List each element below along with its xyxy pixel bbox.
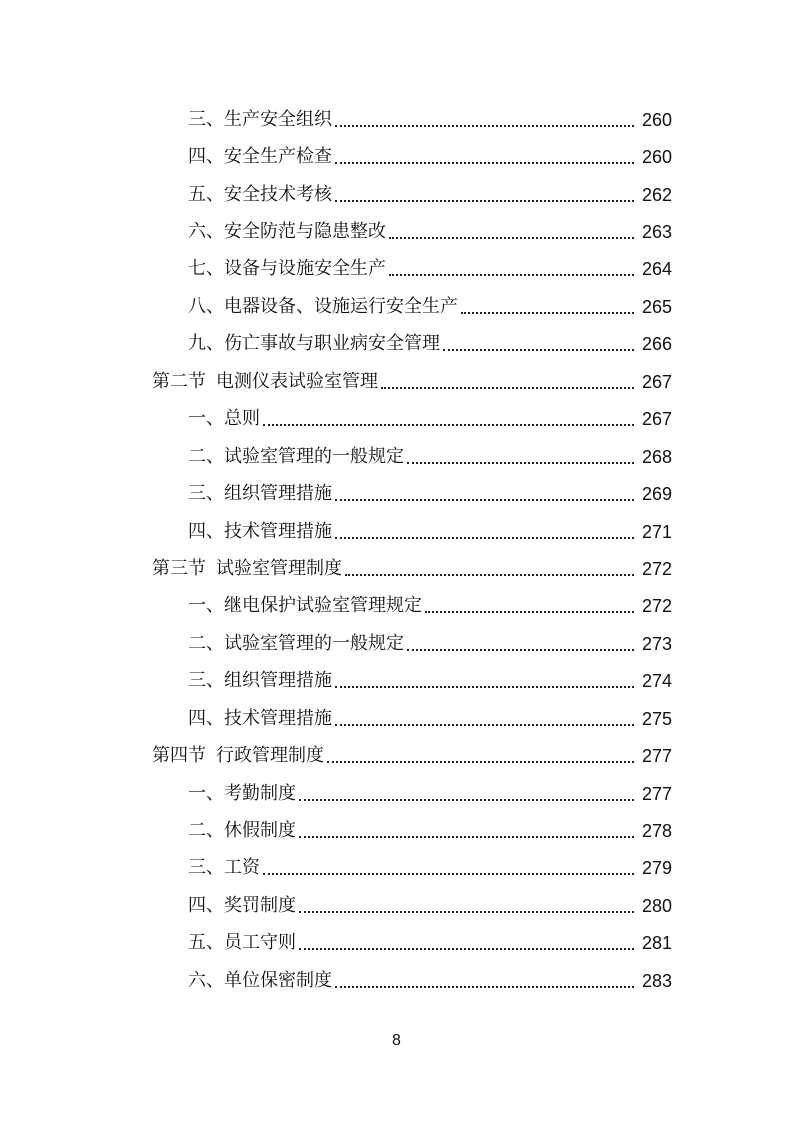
toc-entry-page: 267 xyxy=(641,371,672,392)
toc-entry[interactable] xyxy=(0,475,793,512)
toc-entry[interactable] xyxy=(0,775,793,812)
toc-entry-label xyxy=(188,295,458,319)
toc-entry[interactable] xyxy=(0,588,793,625)
toc-entry[interactable] xyxy=(0,812,793,849)
toc-entry-label xyxy=(188,482,332,506)
toc-section-entry[interactable] xyxy=(0,737,793,774)
toc-entry[interactable] xyxy=(0,925,793,962)
toc-entry-label xyxy=(188,931,296,955)
dot-leader xyxy=(299,931,634,955)
toc-entry-number: 一、 xyxy=(188,595,224,617)
toc-entry-title: 设备与设施安全生产 xyxy=(224,258,386,280)
toc-entry-number: 一、 xyxy=(188,408,224,430)
toc-entry-title: 安全防范与隐患整改 xyxy=(224,221,386,243)
toc-entry[interactable] xyxy=(0,962,793,999)
page-number: 8 xyxy=(392,1032,401,1049)
toc-entry-page: 280 xyxy=(641,895,672,916)
toc-entry-label xyxy=(152,370,378,394)
toc-entry[interactable] xyxy=(0,513,793,550)
toc-entry-page: 260 xyxy=(641,109,672,130)
toc-entry-label xyxy=(188,520,332,544)
toc-entry-label xyxy=(188,632,404,656)
toc-entry-page: 266 xyxy=(641,334,672,355)
toc-entry-number: 三、 xyxy=(188,670,224,692)
toc-entry-label xyxy=(188,332,440,356)
dot-leader xyxy=(443,332,634,356)
toc-entry-number: 五、 xyxy=(188,183,224,205)
toc-entry-number: 四、 xyxy=(188,146,224,168)
toc-entry-number: 四、 xyxy=(188,894,224,916)
toc-entry-number: 三、 xyxy=(188,108,224,130)
toc-entry-title: 总则 xyxy=(224,408,260,430)
toc-entry-title: 技术管理措施 xyxy=(224,520,332,542)
toc-entry-title: 安全生产检查 xyxy=(224,146,332,168)
toc-entry-label xyxy=(188,183,332,207)
toc-entry-title: 考勤制度 xyxy=(224,782,296,804)
toc-entry-title: 试验室管理的一般规定 xyxy=(224,445,404,467)
toc-entry-page: 275 xyxy=(641,708,672,729)
dot-leader xyxy=(407,445,634,469)
toc-entry-page: 281 xyxy=(641,933,672,954)
toc-entry[interactable] xyxy=(0,625,793,662)
toc-entry-label xyxy=(188,707,332,731)
toc-entry-label xyxy=(188,669,332,693)
toc-entry[interactable] xyxy=(0,251,793,288)
dot-leader xyxy=(299,819,634,843)
dot-leader xyxy=(335,520,634,544)
toc-entry-page: 272 xyxy=(641,558,672,579)
dot-leader xyxy=(335,969,634,993)
toc-entry-page: 273 xyxy=(641,633,672,654)
toc-entry[interactable] xyxy=(0,401,793,438)
toc-entry-page: 277 xyxy=(641,783,672,804)
toc-entry[interactable] xyxy=(0,887,793,924)
dot-leader xyxy=(335,145,634,169)
toc-entry-label xyxy=(152,557,342,581)
toc-entry-page: 268 xyxy=(641,446,672,467)
toc-entry-number: 四、 xyxy=(188,707,224,729)
toc-entry-page: 279 xyxy=(641,858,672,879)
dot-leader xyxy=(335,669,634,693)
dot-leader xyxy=(299,782,634,806)
toc-entry-page: 272 xyxy=(641,596,672,617)
toc-entry-title: 继电保护试验室管理规定 xyxy=(224,595,422,617)
toc-entry-title: 单位保密制度 xyxy=(224,969,332,991)
toc-entry-label xyxy=(188,969,332,993)
toc-entry-number: 一、 xyxy=(188,782,224,804)
toc-entry[interactable] xyxy=(0,438,793,475)
toc-entry-page: 267 xyxy=(641,409,672,430)
toc-entry[interactable] xyxy=(0,138,793,175)
dot-leader xyxy=(389,257,634,281)
toc-section-entry[interactable] xyxy=(0,363,793,400)
dot-leader xyxy=(381,370,634,394)
toc-entry-number: 二、 xyxy=(188,445,224,467)
toc-entry-number: 二、 xyxy=(188,632,224,654)
toc-entry-page: 265 xyxy=(641,296,672,317)
toc-entry-title: 生产安全组织 xyxy=(224,108,332,130)
toc-entry-title: 行政管理制度 xyxy=(216,745,324,767)
toc-entry-title: 技术管理措施 xyxy=(224,707,332,729)
toc-entry-number: 二、 xyxy=(188,820,224,842)
dot-leader xyxy=(263,407,634,431)
toc-entry-label xyxy=(188,445,404,469)
toc-entry-page: 277 xyxy=(641,746,672,767)
toc-entry-label xyxy=(188,894,296,918)
dot-leader xyxy=(263,856,634,880)
toc-entry-label xyxy=(188,220,386,244)
toc-entry-title: 伤亡事故与职业病安全管理 xyxy=(224,333,440,355)
toc-entry-label xyxy=(188,407,260,431)
toc-entry-page: 278 xyxy=(641,821,672,842)
toc-entry-number: 第二节 xyxy=(152,370,206,392)
toc-entry-page: 274 xyxy=(641,671,672,692)
toc-entry-number: 第四节 xyxy=(152,745,206,767)
toc-entry-number: 三、 xyxy=(188,857,224,879)
toc-entry-number: 五、 xyxy=(188,932,224,954)
toc-entry-title: 试验室管理的一般规定 xyxy=(224,632,404,654)
toc-entry-label xyxy=(188,145,332,169)
toc-entry-title: 奖罚制度 xyxy=(224,894,296,916)
toc-entry-number: 三、 xyxy=(188,483,224,505)
dot-leader xyxy=(335,707,634,731)
toc-entry-page: 264 xyxy=(641,259,672,280)
dot-leader xyxy=(335,183,634,207)
dot-leader xyxy=(425,594,634,618)
toc-entry-label xyxy=(188,819,296,843)
toc-entry[interactable] xyxy=(0,850,793,887)
toc-entry-title: 工资 xyxy=(224,857,260,879)
dot-leader xyxy=(335,108,634,132)
toc-entry-title: 组织管理措施 xyxy=(224,670,332,692)
dot-leader xyxy=(461,295,634,319)
toc-entry-title: 组织管理措施 xyxy=(224,483,332,505)
toc-entry-number: 九、 xyxy=(188,333,224,355)
toc-entry-number: 六、 xyxy=(188,969,224,991)
toc-entry-page: 283 xyxy=(641,970,672,991)
toc-entry-title: 电器设备、设施运行安全生产 xyxy=(224,295,458,317)
toc-entry-label xyxy=(188,594,422,618)
toc-entry-title: 安全技术考核 xyxy=(224,183,332,205)
toc-entry[interactable] xyxy=(0,700,793,737)
toc-entry-number: 四、 xyxy=(188,520,224,542)
toc-entry-page: 271 xyxy=(641,521,672,542)
toc-entry-number: 八、 xyxy=(188,295,224,317)
toc-entry-title: 休假制度 xyxy=(224,820,296,842)
dot-leader xyxy=(407,632,634,656)
toc-entry-number: 七、 xyxy=(188,258,224,280)
toc-entry-label xyxy=(188,782,296,806)
toc-entry-label xyxy=(188,856,260,880)
toc-entry-page: 263 xyxy=(641,222,672,243)
dot-leader xyxy=(299,894,634,918)
toc-entry[interactable] xyxy=(0,663,793,700)
toc-entry-number: 六、 xyxy=(188,221,224,243)
toc-entry[interactable] xyxy=(0,176,793,213)
table-of-contents xyxy=(0,101,793,1000)
toc-entry-number: 第三节 xyxy=(152,557,206,579)
toc-entry-title: 试验室管理制度 xyxy=(216,557,342,579)
toc-entry[interactable] xyxy=(0,288,793,325)
toc-entry-page: 260 xyxy=(641,147,672,168)
dot-leader xyxy=(335,482,634,506)
toc-entry-page: 262 xyxy=(641,184,672,205)
toc-entry[interactable] xyxy=(0,326,793,363)
toc-section-entry[interactable] xyxy=(0,550,793,587)
toc-entry[interactable] xyxy=(0,213,793,250)
dot-leader xyxy=(345,557,634,581)
toc-entry-label xyxy=(188,257,386,281)
toc-entry-label xyxy=(188,108,332,132)
toc-entry-title: 员工守则 xyxy=(224,932,296,954)
dot-leader xyxy=(327,744,634,768)
toc-entry-page: 269 xyxy=(641,484,672,505)
toc-entry-label xyxy=(152,744,324,768)
toc-entry-title: 电测仪表试验室管理 xyxy=(216,370,378,392)
toc-entry[interactable] xyxy=(0,101,793,138)
dot-leader xyxy=(389,220,634,244)
